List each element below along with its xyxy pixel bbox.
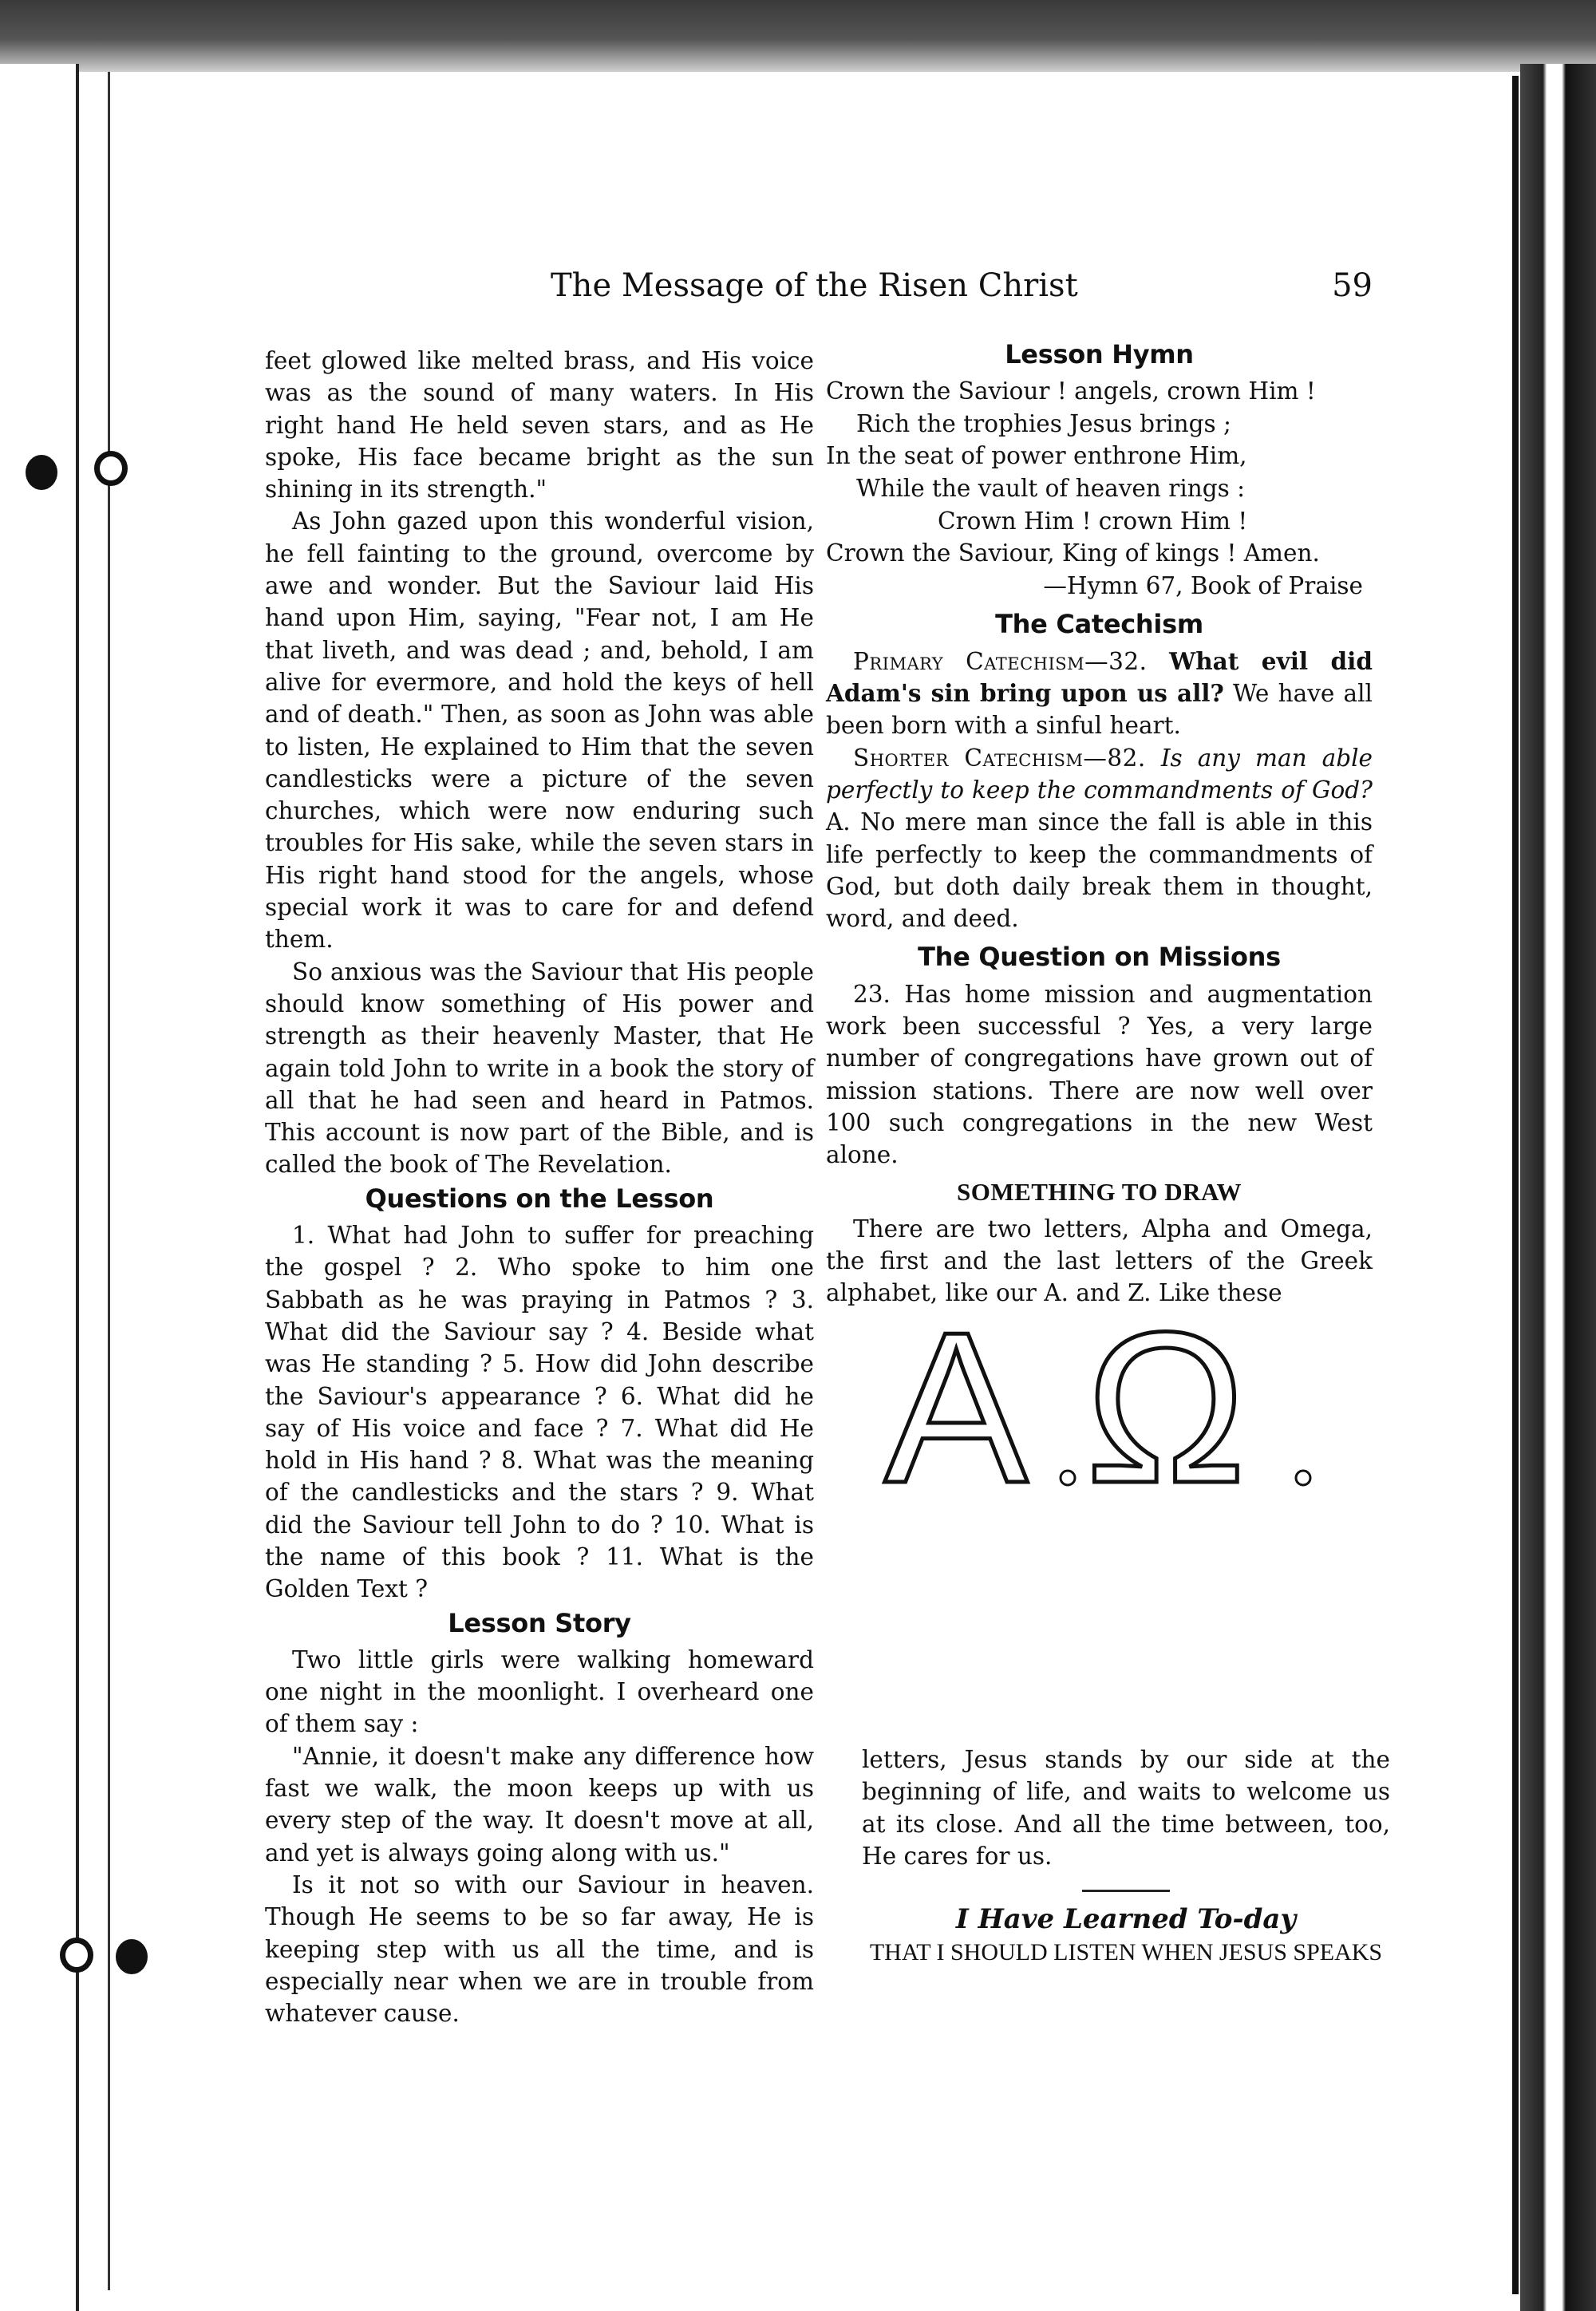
binder-hole [94,451,128,486]
right-column-continued [862,1744,1390,1969]
right-column [826,337,1373,1506]
continuation-text: letters, Jesus stands by our side at the beginning of life, and waits to welcome us at its close. And all the time between, too, He cares for us. [862,1746,1390,1870]
lesson-paragraph: As John gazed upon this wonderful vision, he fell fainting to the ground, overcome by awe and wonder. But the Saviour laid His hand upon Him, saying, "Fear not, I am He that liveth, and was dead ; and, behold, I am alive for evermore, and hold the keys of hell and of death." Then, as soon as John was able to listen, He explained to Him that the seven candlesticks were a picture of the seven churches, which were now enduring such troubles for His sake, while the seven stars in His right hand stood for the angels, whose special work it was to care for and defend them. [265,508,814,954]
hymn-line: Rich the trophies Jesus brings ; [856,409,1231,437]
hymn-line: In the seat of power enthrone Him, [826,442,1247,470]
shorter-catechism-question: Is any man able perfectly to keep the commandments of God? [826,744,1373,804]
scan-left-margin [0,64,79,2311]
story-paragraph: "Annie, it doesn't make any difference how fast we walk, the moon keeps up with us every step of the way. It doesn't move at all, and yet is always going along with us." [265,1742,814,1867]
dot-mark [1061,1471,1075,1485]
binder-hole [60,1938,93,1973]
lesson-paragraph: So anxious was the Saviour that His people should know something of His power and strength as their heavenly Master, that He again told John to write in a book the story of all that he had seen and heard in Patmos. This account is now part of the Bible, and is called the book of The Revelation. [265,958,814,1179]
learned-heading: I Have Learned To-day [955,1903,1297,1936]
scan-top-edge [0,0,1596,72]
alpha-omega-illustration [876,1314,1323,1506]
learned-text: THAT I SHOULD LISTEN WHEN JESUS SPEAKS [869,1939,1383,1966]
hymn-verse [826,375,1373,602]
primary-catechism-label: Primary Catechism—32. [853,647,1148,675]
left-column [265,345,814,2029]
hymn-line: Crown the Saviour, King of kings ! Amen. [826,539,1320,567]
story-paragraph: Two little girls were walking homeward one night in the moonlight. I overheard one of them say : [265,1645,814,1738]
story-paragraph: Is it not so with our Saviour in heaven. Though He seems to be so far away, He is keeping step with us all the time, and is especially near when we are in trouble from whatever cause. [265,1871,814,2028]
binder-hole [26,455,57,490]
missions-text: 23. Has home mission and augmentation work been successful ? Yes, a very large number of congregations have grown out of mission stations. There are now well over 100 such congregations in the new West alone. [826,980,1373,1169]
hymn-line: Crown the Saviour ! angels, crown Him ! [826,377,1316,405]
draw-text: There are two letters, Alpha and Omega, the first and the last letters of the Greek alphabet, like our A. and Z. Like these [826,1215,1373,1307]
hymn-line: While the vault of heaven rings : [856,475,1246,503]
missions-heading: The Question on Missions [918,942,1281,973]
page-edge [1512,76,1519,2294]
page-title: The Message of the Risen Christ [551,267,1078,304]
omega-letter: Ω [1084,1314,1246,1506]
page-number: 59 [1332,267,1373,304]
questions-text: 1. What had John to suffer for preaching the gospel ? 2. Who spoke to him one Sabbath as he was praying in Patmos ? 3. What did the Saviour say ? 4. Beside what was He standing ? 5. How did John describe the Saviour's appearance ? 6. What did he say of His voice and face ? 7. What did He hold in His hand ? 8. What was the meaning of the candlesticks and the stars ? 9. What did the Saviour tell John to do ? 10. What is the name of this book ? 11. What is the Golden Text ? [265,1222,814,1603]
draw-heading: SOMETHING TO DRAW [956,1177,1242,1206]
shorter-catechism [826,742,1373,935]
primary-catechism [826,646,1373,742]
alpha-letter: A [883,1314,1028,1506]
running-header [551,267,1373,315]
scan-left-line [108,72,110,2290]
binder-hole [116,1939,148,1974]
hymn-line: Crown Him ! crown Him ! [938,507,1248,535]
lesson-paragraph: feet glowed like melted brass, and His voice was as the sound of many waters. In His right hand He held seven stars, and as He spoke, His face became bright as the sun shining in its strength." [265,347,814,504]
dot-mark [1296,1471,1310,1485]
questions-heading: Questions on the Lesson [365,1183,714,1214]
primary-catechism-answer: We have all been born with a sinful heart. [826,680,1373,740]
catechism-heading: The Catechism [995,609,1203,640]
divider [1082,1890,1170,1892]
shorter-catechism-answer: A. No mere man since the fall is able in this life perfectly to keep the commandments of God, but doth daily break them in thought, word, and deed. [826,808,1373,933]
primary-catechism-question: What evil did Adam's sin bring upon us all? [826,646,1373,708]
story-heading: Lesson Story [448,1607,631,1638]
scan-right-edge [1520,64,1596,2311]
hymn-citation: —Hymn 67, Book of Praise [1043,571,1363,599]
hymn-heading: Lesson Hymn [1005,339,1194,369]
shorter-catechism-label: Shorter Catechism—82. [853,744,1146,772]
